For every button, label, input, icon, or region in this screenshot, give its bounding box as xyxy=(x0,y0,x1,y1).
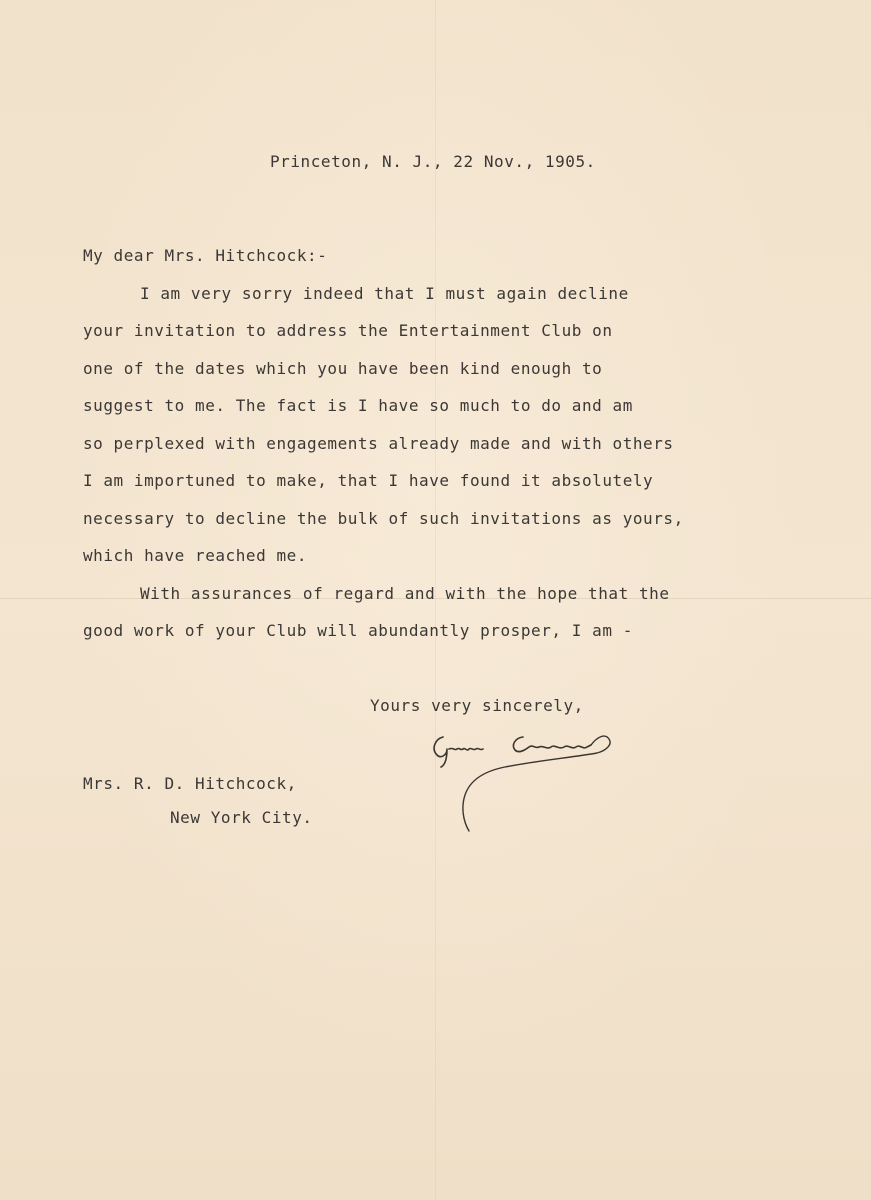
body-line: With assurances of regard and with the hope that the xyxy=(140,584,670,603)
signature-handwritten xyxy=(425,725,625,840)
body-line: suggest to me. The fact is I have so much to do and am xyxy=(83,396,633,415)
salutation: My dear Mrs. Hitchcock:- xyxy=(83,246,328,265)
closing: Yours very sincerely, xyxy=(370,696,584,715)
body-line: necessary to decline the bulk of such invitations as yours, xyxy=(83,509,684,528)
recipient-name: Mrs. R. D. Hitchcock, xyxy=(83,774,297,793)
body-line: your invitation to address the Entertainment Club on xyxy=(83,321,613,340)
body-line: which have reached me. xyxy=(83,546,308,565)
recipient-city: New York City. xyxy=(170,808,313,827)
body-line: so perplexed with engagements already made and with others xyxy=(83,434,674,453)
body-line: good work of your Club will abundantly prosper, I am - xyxy=(83,621,633,640)
body-line: I am very sorry indeed that I must again decline xyxy=(140,284,629,303)
body-line: I am importuned to make, that I have found it absolutely xyxy=(83,471,654,490)
dateline: Princeton, N. J., 22 Nov., 1905. xyxy=(270,152,596,171)
body-line: one of the dates which you have been kind enough to xyxy=(83,359,603,378)
